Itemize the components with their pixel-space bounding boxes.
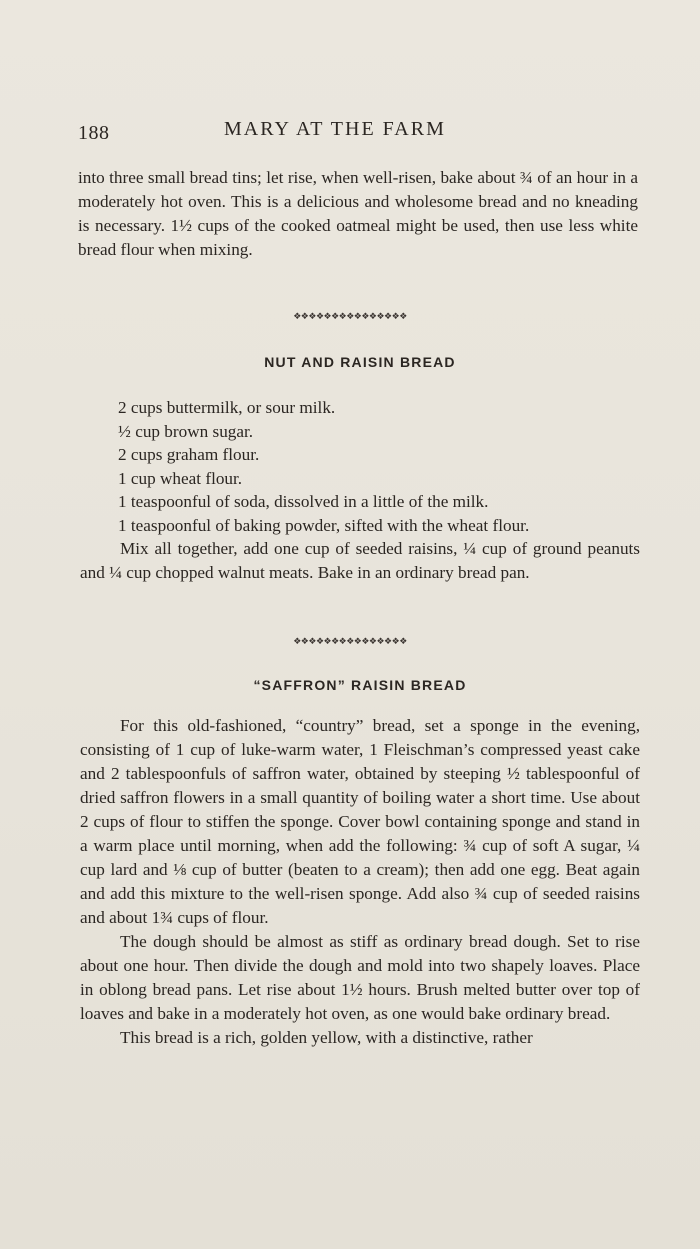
ingredient-item: ½ cup brown sugar.	[118, 421, 254, 441]
intro-text-block	[78, 166, 638, 262]
running-title: MARY AT THE FARM	[224, 118, 446, 140]
intro-paragraph: into three small bread tins; let rise, when well-risen, bake about ¾ of an hour in a moderately hot oven. This is a delicious and wholesome bread and no kneading is necessary. 1½ cups of the cooked oatmeal might be used, then use less white bread flour when mixing.	[78, 168, 638, 259]
ingredient-item: 1 teaspoonful of baking powder, sifted with the wheat flour.	[118, 515, 530, 535]
page-number: 188	[78, 122, 110, 144]
ornament-divider-2: ❖❖❖❖❖❖❖❖❖❖❖❖❖❖❖	[293, 637, 407, 647]
ingredient-item: 1 teaspoonful of soda, dissolved in a little of the milk.	[118, 492, 489, 511]
nut-raisin-bread-ingredients	[118, 396, 648, 537]
nut-raisin-bread-method: Mix all together, add one cup of seeded raisins, ¼ cup of ground peanuts and ¼ cup chopped walnut meats. Bake in an ordinary bread pan.	[80, 539, 640, 582]
saffron-paragraph-2: The dough should be almost as stiff as ordinary bread dough. Set to rise about one hour. Then divide the dough and mold into two shapely loaves. Place in oblong bread pans. Let rise about 1½ hours. Brush melted butter over top of loaves and bake in a moderately hot oven, as one would bake ordinary bread.	[80, 932, 640, 1023]
nut-raisin-bread-title: NUT AND RAISIN BREAD	[264, 354, 456, 370]
page-header	[78, 118, 636, 148]
ingredient-item: 1 cup wheat flour.	[118, 468, 243, 488]
saffron-paragraph-1: For this old-fashioned, “country” bread, set a sponge in the evening, consisting of 1 cup of luke-warm water, 1 Fleischman’s compressed yeast cake and 2 tablespoonfuls of saffron water, obtained by steeping ½ tablespoonful of dried saffron flowers in a small quantity of boiling water a short time. Use about 2 cups of flour to stiffen the sponge. Cover bowl containing sponge and stand in a warm place until morning, when add the following: ¾ cup of soft A sugar, ¼ cup lard and ⅛ cup of butter (beaten to a cream); then add one egg. Beat again and add this mixture to the well-risen sponge. Add also ¾ cup of seeded raisins and about 1¾ cups of flour.	[80, 716, 640, 927]
saffron-raisin-bread-text	[80, 714, 640, 1050]
ornament-divider-1: ❖❖❖❖❖❖❖❖❖❖❖❖❖❖❖	[293, 312, 407, 322]
ingredient-item: 2 cups buttermilk, or sour milk.	[118, 398, 336, 417]
saffron-paragraph-3: This bread is a rich, golden yellow, with a distinctive, rather	[120, 1028, 533, 1047]
ingredient-item: 2 cups graham flour.	[118, 445, 260, 464]
saffron-raisin-bread-title: “SAFFRON” RAISIN BREAD	[253, 677, 467, 693]
nut-raisin-bread-method-block	[80, 537, 640, 585]
